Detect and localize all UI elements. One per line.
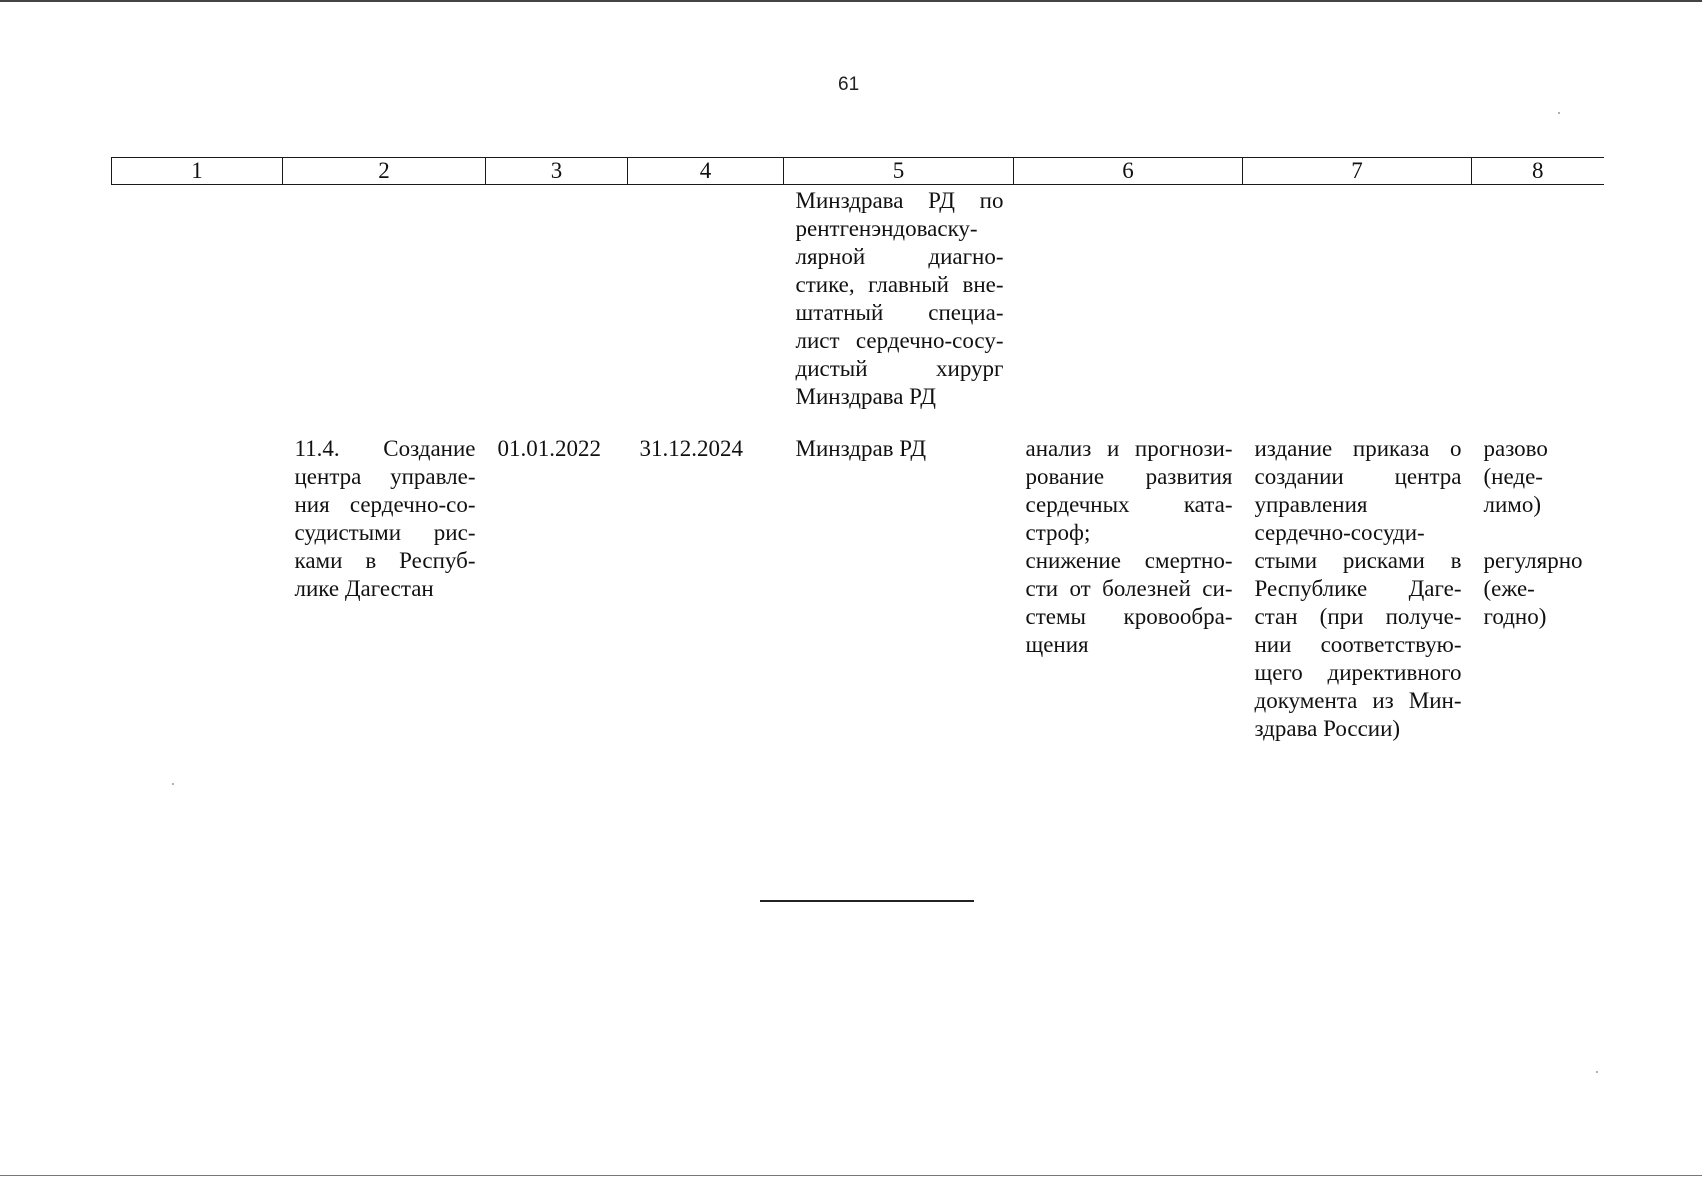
cell-col8	[1472, 185, 1604, 436]
cell-responsible: Минздрав РД	[795, 436, 927, 461]
text-line: издание приказа о	[1254, 436, 1462, 461]
cell-start-date: 01.01.2022	[497, 436, 601, 461]
cell-col2	[283, 185, 486, 436]
text-line: сердечных ката-	[1025, 492, 1233, 517]
text-line: сти от болезней си-	[1025, 576, 1233, 601]
text-line: стыми рисками в	[1254, 548, 1462, 573]
text-line: сердечно-сосуди-	[1254, 520, 1425, 545]
text-line: Минздрава РД по	[795, 188, 1004, 213]
scan-speck	[1558, 112, 1560, 114]
text-line: лике Дагестан	[294, 576, 434, 601]
column-header-8: 8	[1472, 158, 1604, 185]
table-row-11-4	[112, 435, 1604, 743]
cell-periodicity	[1472, 435, 1604, 743]
text-line: здрава России)	[1254, 716, 1401, 741]
column-header-3: 3	[486, 158, 628, 185]
text-line: стике, главный вне-	[795, 272, 1004, 297]
cell-col1	[112, 435, 283, 743]
cell-responsible-continued	[784, 185, 1014, 436]
text-line: создании центра	[1254, 464, 1462, 489]
page-number: 61	[838, 74, 860, 95]
column-header-7: 7	[1243, 158, 1472, 185]
text-line: центра управле-	[294, 464, 476, 489]
text-line: 11.4. Создание	[294, 436, 476, 461]
text-line: нии соответствую-	[1254, 632, 1462, 657]
table-row-continuation	[112, 185, 1604, 436]
text-line: Минздрава РД	[795, 384, 936, 409]
cell-expected-result	[1014, 435, 1243, 743]
text-line: (еже-	[1483, 576, 1535, 601]
text-line: Республике Даге-	[1254, 576, 1462, 601]
text-line: стан (при получе-	[1254, 604, 1462, 629]
text-line: судистыми рис-	[294, 520, 476, 545]
scan-speck	[1596, 1071, 1598, 1073]
page-bottom-edge	[0, 1175, 1702, 1176]
text-line: ния сердечно-со-	[294, 492, 476, 517]
text-line: анализ и прогнози-	[1025, 436, 1233, 461]
text-line: стемы кровообра-	[1025, 604, 1233, 629]
cell-col7	[1243, 185, 1472, 436]
cell-col1	[112, 185, 283, 436]
cell-event-name	[283, 435, 486, 743]
text-line: щего директивного	[1254, 660, 1462, 685]
text-line: регулярно	[1483, 548, 1583, 573]
text-line: штатный специа-	[795, 300, 1004, 325]
column-header-6: 6	[1014, 158, 1243, 185]
plan-table	[111, 157, 1604, 743]
text-line: лимо)	[1483, 492, 1541, 517]
text-line: (неде-	[1483, 464, 1543, 489]
text-line: рентгенэндоваску-	[795, 216, 978, 241]
column-header-4: 4	[628, 158, 784, 185]
text-line: разово	[1483, 436, 1548, 461]
text-line: дистый хирург	[795, 356, 1004, 381]
spacer	[1484, 519, 1604, 547]
text-line: годно)	[1483, 604, 1547, 629]
text-line: рование развития	[1025, 464, 1233, 489]
page-top-edge	[0, 0, 1702, 2]
cell-end-date: 31.12.2024	[639, 436, 743, 461]
text-line: ками в Респуб-	[294, 548, 476, 573]
cell-col3	[486, 185, 628, 436]
scan-speck	[172, 783, 174, 785]
text-line: документа из Мин-	[1254, 688, 1462, 713]
text-line: лист сердечно-сосу-	[795, 328, 1004, 353]
cell-control-result	[1243, 435, 1472, 743]
column-header-1: 1	[112, 158, 283, 185]
table-header-row	[112, 158, 1604, 185]
text-line: строф;	[1025, 520, 1091, 545]
text-line: управления	[1254, 492, 1368, 517]
text-line: лярной диагно-	[795, 244, 1004, 269]
column-header-2: 2	[283, 158, 486, 185]
text-line: снижение смертно-	[1025, 548, 1233, 573]
column-header-5: 5	[784, 158, 1014, 185]
text-line: щения	[1025, 632, 1089, 657]
closing-rule	[760, 900, 974, 902]
cell-col4	[628, 185, 784, 436]
cell-col6	[1014, 185, 1243, 436]
